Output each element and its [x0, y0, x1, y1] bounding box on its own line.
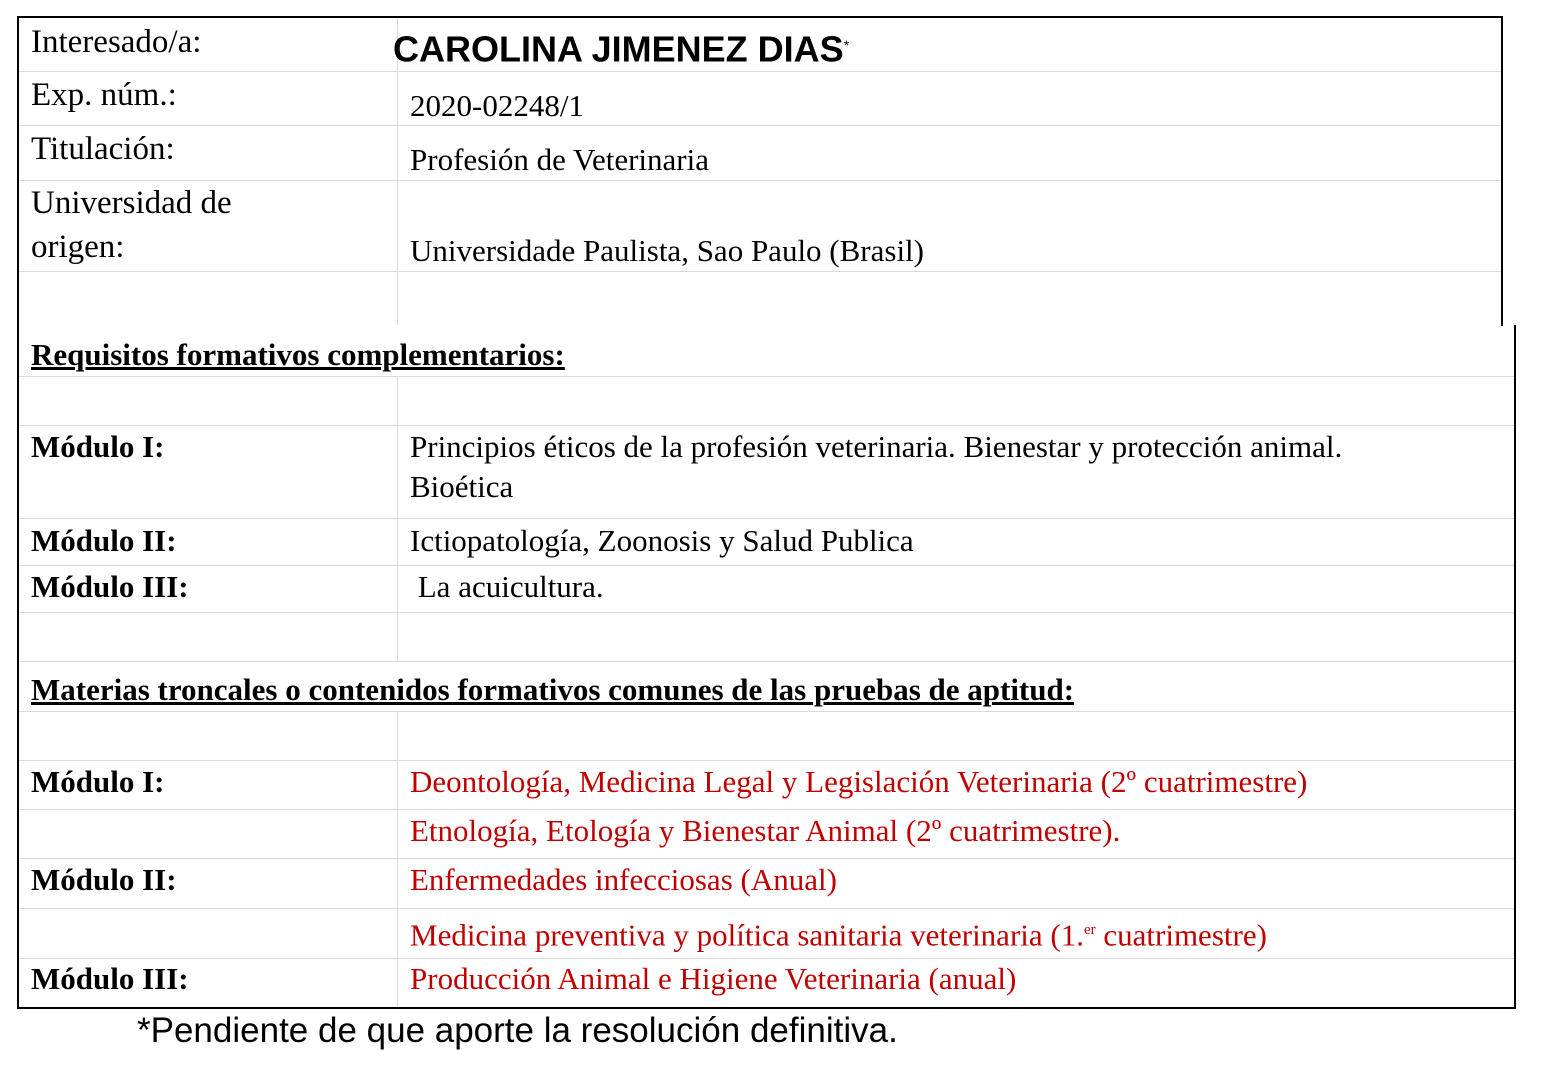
mat-modulo-3-value: Producción Animal e Higiene Veterinaria (anual) [410, 961, 1017, 996]
row-req-modulo-3 [17, 566, 1516, 613]
requisitos-title: Requisitos formativos complementarios: [31, 337, 565, 372]
req-modulo-3-label: Módulo III: [31, 569, 189, 604]
materias-title: Materias troncales o contenidos formativos comunes de las pruebas de aptitud: [31, 672, 1075, 707]
req-modulo-1-line1: Principios éticos de la profesión veterinaria. Bienestar y protección animal. [410, 429, 1343, 464]
mat-modulo-1-label: Módulo I: [31, 764, 165, 799]
titulacion-value: Profesión de Veterinaria [410, 142, 709, 177]
interesado-asterisk: * [843, 37, 850, 53]
req-modulo-1-line2: Bioética [410, 469, 514, 504]
mat-modulo-1a-value: Deontología, Medicina Legal y Legislación Veterinaria (2º cuatrimestre) [410, 764, 1308, 799]
row-exp [17, 72, 1503, 126]
req-modulo-1-label: Módulo I: [31, 429, 165, 464]
mat-modulo-3-label: Módulo III: [31, 961, 189, 996]
universidad-label-1: Universidad de [31, 185, 232, 221]
universidad-value: Universidade Paulista, Sao Paulo (Brasil) [410, 233, 924, 268]
row-req-modulo-1 [17, 426, 1516, 519]
req-modulo-2-label: Módulo II: [31, 523, 177, 558]
row-titulacion [17, 126, 1503, 181]
interesado-value-wrap [393, 26, 1493, 70]
row-mat-modulo-2a [17, 859, 1516, 909]
exp-value: 2020-02248/1 [410, 88, 584, 123]
row-materias-title [17, 662, 1516, 712]
row-empty-4 [17, 712, 1516, 761]
row-mat-modulo-3 [17, 959, 1516, 1008]
interesado-name: CAROLINA JIMENEZ DIAS [393, 28, 844, 70]
row-mat-modulo-1b [17, 810, 1516, 859]
mat-modulo-2b-value [410, 911, 1510, 954]
req-modulo-3-value: La acuicultura. [410, 569, 604, 604]
row-empty-3 [17, 613, 1516, 662]
mat-modulo-1b-value: Etnología, Etología y Bienestar Animal (2º cuatrimestre). [410, 813, 1121, 848]
row-req-modulo-2 [17, 519, 1516, 566]
req-modulo-2-value: Ictiopatología, Zoonosis y Salud Publica [410, 523, 914, 558]
mat-modulo-2-label: Módulo II: [31, 862, 177, 897]
row-requisitos-title [17, 326, 1516, 377]
row-empty-2 [17, 377, 1516, 426]
mat-modulo-2b-pre: Medicina preventiva y política sanitaria veterinaria (1. [410, 917, 1084, 953]
exp-label: Exp. núm.: [31, 77, 177, 113]
mat-modulo-2a-value: Enfermedades infecciosas (Anual) [410, 862, 837, 897]
footnote: *Pendiente de que aporte la resolución definitiva. [137, 1011, 898, 1050]
row-mat-modulo-2b [17, 909, 1516, 959]
row-empty-1 [17, 272, 1503, 325]
universidad-label-2: origen: [31, 229, 125, 265]
row-mat-modulo-1a [17, 761, 1516, 810]
interesado-label: Interesado/a: [31, 24, 202, 60]
mat-modulo-2b-sup: er [1083, 922, 1096, 938]
titulacion-label: Titulación: [31, 131, 175, 167]
row-interesado [17, 18, 1503, 72]
row-universidad [17, 181, 1503, 272]
mat-modulo-2b-post: cuatrimestre) [1095, 917, 1267, 953]
